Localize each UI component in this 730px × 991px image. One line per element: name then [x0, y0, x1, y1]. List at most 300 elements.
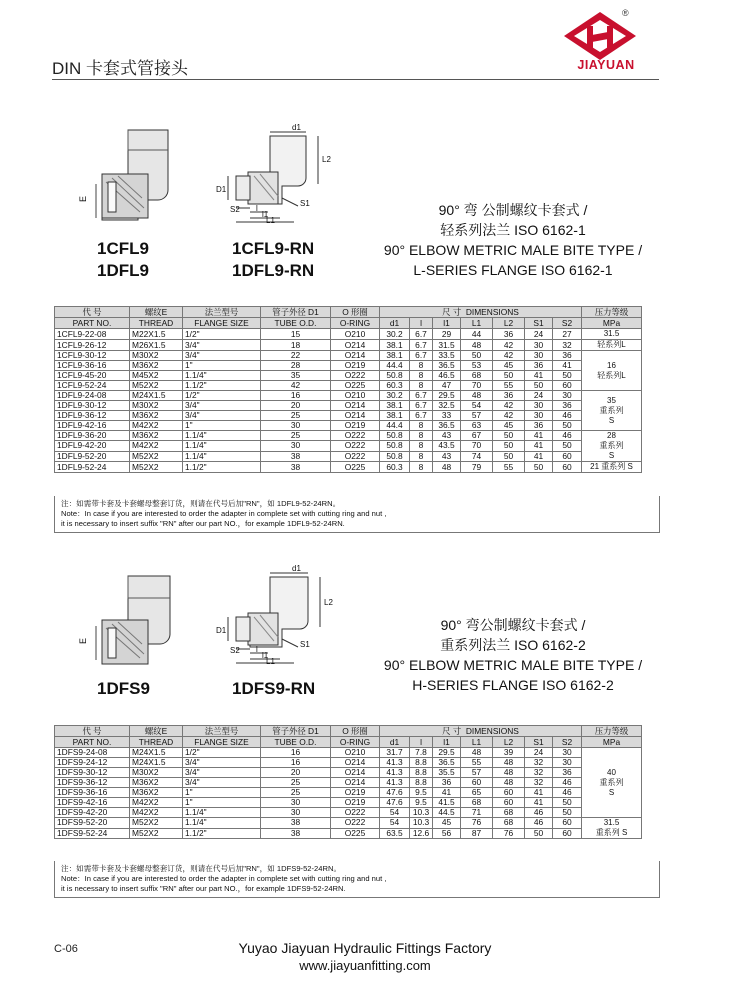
th-l: l: [410, 318, 433, 329]
section2-description: [370, 615, 656, 695]
table-cell: 68: [493, 818, 525, 829]
table-cell: 36: [493, 391, 525, 401]
table-cell: 46: [553, 788, 582, 798]
table-cell: 7.8: [410, 748, 433, 758]
th-flange-en: FLANGE SIZE: [183, 318, 261, 329]
table-cell: 76: [493, 828, 525, 839]
pressure-class-cell: 轻系列L: [582, 340, 642, 351]
table-cell: 1.1/2": [183, 828, 261, 839]
table-cell: O214: [331, 401, 380, 411]
table-cell: M30X2: [130, 351, 183, 361]
th-tube-en: TUBE O.D.: [261, 737, 331, 748]
table-row: [55, 451, 642, 461]
table-cell: 1.1/4": [183, 441, 261, 451]
table-cell: 29: [433, 329, 461, 340]
table-cell: 8.8: [410, 778, 433, 788]
table-cell: 48: [461, 391, 493, 401]
table-cell: M30X2: [130, 768, 183, 778]
table-cell: 55: [493, 381, 525, 391]
note-line: 注：如需带卡套及卡套螺母整套订货，则请在代号后加"RN"，如 1DFS9-52-24RN。: [61, 864, 342, 873]
part-number-cell: 1CFL9-22-08: [55, 329, 130, 340]
table-cell: M30X2: [130, 401, 183, 411]
table-row: [55, 828, 642, 839]
th-tube-cn: 管子外径 D1: [261, 307, 331, 318]
part-code-1cfl9: 1CFL9: [97, 239, 149, 258]
table-cell: 36.5: [433, 361, 461, 371]
table-row: [55, 351, 642, 361]
dim-label-d1: d1: [292, 565, 301, 573]
table-cell: 53: [461, 361, 493, 371]
dim-label-e: E: [78, 637, 88, 644]
table-cell: M42X2: [130, 808, 183, 818]
th-oring-en: O-RING: [331, 737, 380, 748]
table-row: [55, 411, 642, 421]
part-number-cell: 1DFS9-36-12: [55, 778, 130, 788]
table-cell: 6.7: [410, 411, 433, 421]
th-S1: S1: [525, 318, 553, 329]
table-row: [55, 361, 642, 371]
table-cell: 60: [553, 828, 582, 839]
th-part-en: PART NO.: [55, 318, 130, 329]
th-L1: L1: [461, 737, 493, 748]
table-cell: 42: [493, 340, 525, 351]
dim-label-s1: S1: [300, 199, 310, 208]
table-cell: 32.5: [433, 401, 461, 411]
desc-line: 90° 弯 公制螺纹卡套式 /: [438, 202, 588, 218]
table-cell: O219: [331, 421, 380, 431]
table-cell: 60.3: [380, 381, 410, 391]
table-cell: M22X1.5: [130, 329, 183, 340]
table-cell: 60: [553, 451, 582, 461]
table-cell: O225: [331, 381, 380, 391]
table-cell: 48: [493, 758, 525, 768]
table-cell: 36: [525, 421, 553, 431]
table1-note: [54, 496, 660, 533]
table-cell: 30: [553, 758, 582, 768]
table-cell: 42: [493, 401, 525, 411]
table-row: [55, 788, 642, 798]
th-dims-cn: 尺 寸: [442, 306, 462, 317]
table-cell: 30: [525, 351, 553, 361]
table-cell: O210: [331, 329, 380, 340]
table-cell: 47.6: [380, 798, 410, 808]
table-cell: O222: [331, 371, 380, 381]
table-cell: 50.8: [380, 441, 410, 451]
table-cell: 48: [493, 778, 525, 788]
table-cell: O222: [331, 431, 380, 441]
table-cell: 44.4: [380, 361, 410, 371]
table-cell: M36X2: [130, 361, 183, 371]
section1-description: [370, 200, 656, 280]
table-cell: 41: [525, 371, 553, 381]
table-cell: O219: [331, 788, 380, 798]
table-cell: 48: [461, 748, 493, 758]
table-cell: 32: [553, 340, 582, 351]
table-cell: 39: [493, 748, 525, 758]
table-row: [55, 391, 642, 401]
table-cell: 60: [553, 381, 582, 391]
elbow-fitting-dimension-drawing-1: [210, 124, 345, 224]
table-cell: 48: [493, 768, 525, 778]
table-cell: 31.5: [433, 340, 461, 351]
table-cell: 1.1/2": [183, 462, 261, 473]
th-flange-cn: 法兰型号: [183, 726, 261, 737]
table-cell: 60: [461, 778, 493, 788]
table-cell: 22: [261, 351, 331, 361]
table-cell: 50: [553, 441, 582, 451]
th-thread-en: THREAD: [130, 737, 183, 748]
table-cell: 60: [493, 798, 525, 808]
table-cell: 71: [461, 808, 493, 818]
table-cell: 30.2: [380, 391, 410, 401]
pressure-class-cell: 16 轻系列L: [582, 351, 642, 391]
spec-table-1: [54, 306, 642, 473]
table-cell: 50: [525, 828, 553, 839]
table-cell: 29.5: [433, 748, 461, 758]
dim-label-s2: S2: [230, 646, 240, 655]
table-cell: 1.1/2": [183, 381, 261, 391]
note-line: it is necessary to insert suffix "RN" after our part NO.，for example 1DFS9-52-24RN.: [61, 884, 346, 893]
table-cell: 30: [525, 411, 553, 421]
table-cell: 46: [553, 411, 582, 421]
table-cell: 45: [493, 421, 525, 431]
table-cell: 50.8: [380, 371, 410, 381]
table-cell: 50: [493, 451, 525, 461]
table-cell: 24: [525, 391, 553, 401]
desc-line: 90° ELBOW METRIC MALE BITE TYPE /: [383, 242, 643, 258]
table-cell: 36: [433, 778, 461, 788]
page-number: C-06: [54, 943, 78, 955]
part-number-cell: 1DFL9-36-12: [55, 411, 130, 421]
table-cell: 1/2": [183, 329, 261, 340]
elbow-fitting-dimension-drawing-2: [210, 565, 345, 665]
table-cell: 3/4": [183, 340, 261, 351]
table-cell: M42X2: [130, 441, 183, 451]
table2-note: [54, 861, 660, 898]
dim-label-L1: L1: [266, 657, 275, 665]
part-number-cell: 1DFL9-36-20: [55, 431, 130, 441]
dim-label-l: l: [256, 204, 258, 213]
table-cell: 41: [525, 788, 553, 798]
table-cell: 28: [261, 361, 331, 371]
table-cell: 38: [261, 451, 331, 461]
table-cell: 41: [525, 431, 553, 441]
table-cell: 33.5: [433, 351, 461, 361]
table-cell: 41.3: [380, 778, 410, 788]
th-L2: L2: [493, 737, 525, 748]
table-cell: 38: [261, 818, 331, 829]
table-cell: 44.4: [380, 421, 410, 431]
table-cell: 25: [261, 411, 331, 421]
table-cell: 6.7: [410, 391, 433, 401]
page-title: DIN 卡套式管接头: [52, 59, 188, 78]
dim-label-e: E: [78, 195, 88, 202]
th-part-en: PART NO.: [55, 737, 130, 748]
desc-line: L-SERIES FLANGE ISO 6162-1: [413, 262, 613, 278]
th-L1: L1: [461, 318, 493, 329]
table-cell: O222: [331, 808, 380, 818]
part-number-cell: 1CFL9-45-20: [55, 371, 130, 381]
table-cell: 56: [433, 828, 461, 839]
table-row: [55, 748, 642, 758]
table-cell: 1.1/4": [183, 371, 261, 381]
part-code-1dfs9: 1DFS9: [97, 679, 150, 698]
part-code-1dfl9: 1DFL9: [97, 261, 149, 280]
elbow-fitting-drawing-2: [72, 574, 182, 674]
th-l1: l1: [433, 737, 461, 748]
table-cell: 41: [433, 788, 461, 798]
th-pressure-en: MPa: [582, 737, 642, 748]
th-l: l: [410, 737, 433, 748]
table-cell: 50: [493, 441, 525, 451]
table-cell: O225: [331, 828, 380, 839]
table-cell: 60.3: [380, 462, 410, 473]
table-cell: 48: [433, 462, 461, 473]
table-cell: 10.3: [410, 818, 433, 829]
table-row: [55, 798, 642, 808]
table-cell: 35.5: [433, 768, 461, 778]
table-cell: 8: [410, 441, 433, 451]
table-cell: M45X2: [130, 371, 183, 381]
note-line: 注：如需带卡套及卡套螺母整套订货，则请在代号后加"RN"，如 1DFL9-52-24RN。: [61, 499, 341, 508]
th-thread-cn: 螺纹E: [130, 307, 183, 318]
table-cell: 32: [525, 758, 553, 768]
table-cell: 46: [525, 808, 553, 818]
dim-label-l1: l1: [262, 651, 269, 660]
table-cell: O214: [331, 411, 380, 421]
desc-line: 重系列法兰 ISO 6162-2: [440, 637, 586, 653]
th-dims-cn: 尺 寸: [442, 725, 462, 736]
table-cell: 68: [493, 808, 525, 818]
dim-label-D1: D1: [216, 185, 227, 194]
th-thread-cn: 螺纹E: [130, 726, 183, 737]
table-cell: M24X1.5: [130, 748, 183, 758]
desc-line: H-SERIES FLANGE ISO 6162-2: [412, 677, 614, 693]
dim-label-L1: L1: [266, 216, 275, 224]
table-cell: 30: [553, 391, 582, 401]
th-pressure-cn: 压力等级: [582, 307, 642, 318]
table-cell: 3/4": [183, 411, 261, 421]
table-cell: 12.6: [410, 828, 433, 839]
table-cell: 38.1: [380, 351, 410, 361]
table-cell: 54: [380, 808, 410, 818]
table-cell: 42: [493, 351, 525, 361]
table-cell: 38: [261, 462, 331, 473]
table-cell: 35: [261, 371, 331, 381]
table-cell: M52X2: [130, 818, 183, 829]
table-cell: 1.1/4": [183, 451, 261, 461]
th-flange-en: FLANGE SIZE: [183, 737, 261, 748]
part-number-cell: 1DFL9-42-16: [55, 421, 130, 431]
table-cell: 10.3: [410, 808, 433, 818]
table-cell: 30.2: [380, 329, 410, 340]
desc-line: 90° 弯公制螺纹卡套式 /: [440, 617, 586, 633]
table-cell: 55: [493, 462, 525, 473]
table-cell: 8: [410, 431, 433, 441]
table-cell: M52X2: [130, 451, 183, 461]
table-cell: 46: [525, 818, 553, 829]
dim-label-s1: S1: [300, 640, 310, 649]
table-cell: 60: [553, 462, 582, 473]
table-row: [55, 441, 642, 451]
table-cell: M52X2: [130, 828, 183, 839]
table-cell: 30: [553, 748, 582, 758]
th-d1: d1: [380, 737, 410, 748]
table-cell: 1": [183, 361, 261, 371]
table-cell: 30: [261, 798, 331, 808]
table-cell: 36: [525, 361, 553, 371]
table-cell: 41: [525, 441, 553, 451]
table-cell: 6.7: [410, 329, 433, 340]
header-divider: [52, 79, 659, 80]
table-cell: 50: [525, 462, 553, 473]
table-cell: 16: [261, 391, 331, 401]
desc-line: 90° ELBOW METRIC MALE BITE TYPE /: [383, 657, 643, 673]
table-cell: 1.1/4": [183, 818, 261, 829]
table-row: [55, 462, 642, 473]
table-row: [55, 381, 642, 391]
th-dims-en: DIMENSIONS: [465, 725, 519, 736]
table-cell: 30: [261, 441, 331, 451]
table-cell: M36X2: [130, 788, 183, 798]
table-cell: 8: [410, 371, 433, 381]
th-oring-en: O-RING: [331, 318, 380, 329]
table-cell: 41: [525, 798, 553, 808]
table-cell: 76: [461, 818, 493, 829]
table-cell: 60: [553, 818, 582, 829]
table-header-row-cn: [55, 307, 642, 318]
th-dimensions: [380, 726, 582, 737]
table-row: [55, 401, 642, 411]
table-cell: 1.1/4": [183, 808, 261, 818]
table-cell: 32: [525, 778, 553, 788]
table-row: [55, 421, 642, 431]
table-cell: 57: [461, 768, 493, 778]
table-row: [55, 768, 642, 778]
table-cell: 87: [461, 828, 493, 839]
part-code-1cfl9-rn: 1CFL9-RN: [232, 239, 315, 258]
table-cell: 45: [493, 361, 525, 371]
table-cell: 25: [261, 778, 331, 788]
table-row: [55, 371, 642, 381]
table-row: [55, 808, 642, 818]
table-cell: 50: [493, 431, 525, 441]
table-cell: 50: [525, 381, 553, 391]
note-line: Note：In case if you are interested to order the adapter in complete set with cutting ring and nut ,: [61, 874, 387, 883]
part-number-cell: 1DFS9-42-16: [55, 798, 130, 808]
table-cell: 20: [261, 401, 331, 411]
table-cell: 16: [261, 758, 331, 768]
table-cell: 42: [261, 381, 331, 391]
part-number-cell: 1DFL9-52-24: [55, 462, 130, 473]
th-oring-cn: O 形圈: [331, 307, 380, 318]
table-cell: 36.5: [433, 758, 461, 768]
table-cell: O219: [331, 798, 380, 808]
table-cell: 70: [461, 441, 493, 451]
pressure-class-cell: 21 重系列 S: [582, 462, 642, 473]
table-cell: M52X2: [130, 462, 183, 473]
table-row: [55, 758, 642, 768]
pressure-class-cell: 31.5: [582, 329, 642, 340]
part-number-cell: 1DFL9-42-20: [55, 441, 130, 451]
table-cell: 31.7: [380, 748, 410, 758]
table-cell: 3/4": [183, 778, 261, 788]
table-cell: O214: [331, 778, 380, 788]
table-cell: 32: [525, 768, 553, 778]
table-cell: 8: [410, 361, 433, 371]
table-cell: O210: [331, 391, 380, 401]
table-cell: 70: [461, 381, 493, 391]
table-cell: 50: [553, 808, 582, 818]
note-line: Note：In case if you are interested to order the adapter in complete set with cutting ring and nut ,: [61, 509, 387, 518]
table-cell: O214: [331, 758, 380, 768]
table-cell: M36X2: [130, 411, 183, 421]
table-cell: 6.7: [410, 351, 433, 361]
table-cell: 55: [461, 758, 493, 768]
table-cell: 50: [553, 798, 582, 808]
spec-table-2: [54, 725, 642, 839]
elbow-fitting-drawing-1: [72, 126, 182, 236]
table-cell: 38.1: [380, 411, 410, 421]
table-cell: O219: [331, 361, 380, 371]
table-cell: 1": [183, 421, 261, 431]
table-cell: 41.3: [380, 758, 410, 768]
table-cell: O222: [331, 441, 380, 451]
table-row: [55, 329, 642, 340]
table-cell: 30: [261, 808, 331, 818]
table-cell: 46.5: [433, 371, 461, 381]
table-cell: 67: [461, 431, 493, 441]
table-cell: 3/4": [183, 401, 261, 411]
table-cell: 46: [553, 431, 582, 441]
th-flange-cn: 法兰型号: [183, 307, 261, 318]
th-pressure-en: MPa: [582, 318, 642, 329]
table-cell: O214: [331, 351, 380, 361]
table-cell: 46: [553, 778, 582, 788]
table-cell: O222: [331, 818, 380, 829]
table-cell: 36: [493, 329, 525, 340]
table-cell: 44: [461, 329, 493, 340]
table-header-row-en: [55, 318, 642, 329]
table-cell: O210: [331, 748, 380, 758]
th-part-cn: 代 号: [55, 307, 130, 318]
table-cell: 38: [261, 828, 331, 839]
part-number-cell: 1DFL9-52-20: [55, 451, 130, 461]
part-number-cell: 1CFL9-26-12: [55, 340, 130, 351]
table-header-row-cn: [55, 726, 642, 737]
table-cell: 41.3: [380, 768, 410, 778]
table-cell: 30: [525, 340, 553, 351]
table-cell: O222: [331, 451, 380, 461]
dim-label-d1: d1: [292, 124, 301, 132]
table-cell: 9.5: [410, 798, 433, 808]
table-cell: 8: [410, 421, 433, 431]
table-cell: 42: [493, 411, 525, 421]
table-cell: 1": [183, 798, 261, 808]
table-cell: 1.1/4": [183, 431, 261, 441]
desc-line: 轻系列法兰 ISO 6162-1: [440, 222, 586, 238]
dim-label-l2: L2: [322, 155, 331, 164]
table-cell: 41.5: [433, 798, 461, 808]
pressure-class-cell: 35 重系列 S: [582, 391, 642, 431]
table-cell: 3/4": [183, 351, 261, 361]
part-code-1dfl9-rn: 1DFL9-RN: [232, 261, 315, 280]
th-S2: S2: [553, 318, 582, 329]
th-part-cn: 代 号: [55, 726, 130, 737]
part-number-cell: 1DFL9-24-08: [55, 391, 130, 401]
footer-website[interactable]: www.jiayuanfitting.com: [299, 958, 431, 973]
part-number-cell: 1DFS9-52-24: [55, 828, 130, 839]
